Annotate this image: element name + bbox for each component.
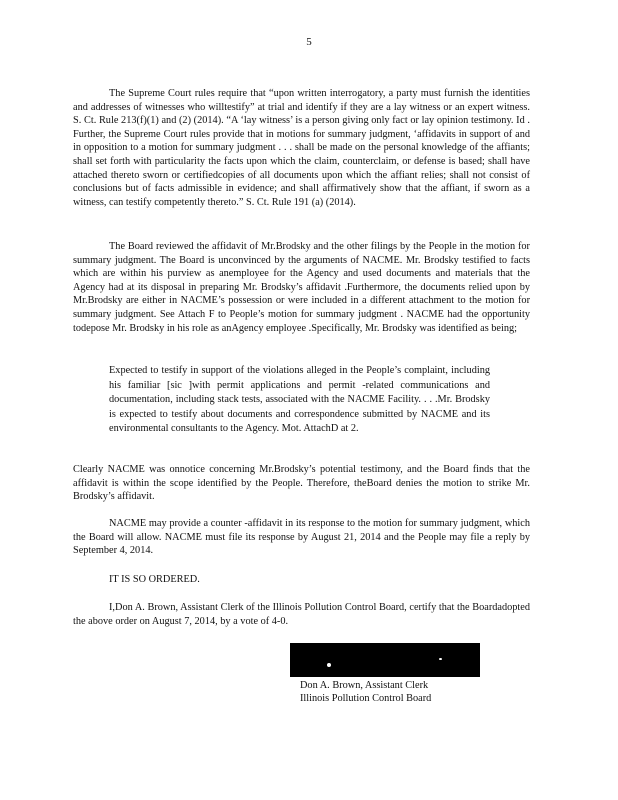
block-quote: Expected to testify in support of the violations alleged in the People’s complaint, including his familiar [sic ]with permit applications and permit -related communications and documentation, including stack tests, associated with the NACME Facility. . . .Mr. Brodsky is expected to testify about documents and correspondence submitted by NACME and its environmental consultants to the Agency. Mot. AttachD at 2. xyxy=(109,365,490,435)
redacted-signature xyxy=(290,643,480,677)
paragraph-supreme-court-rules: The Supreme Court rules require that “upon written interrogatory, a party must furnish the identities and addresses of witnesses who willtestify” at trial and identify if they are a lay witness or an expert witness. S. Ct. Rule 213(f)(1) and (2) (2014). “A ‘lay witness’ is a person giving only fact or lay opinion testimony. Id . Further, the Supreme Court rules provide that in motions for summary judgment, ‘affidavits in support of and in opposition to a motion for summary judgment . . . shall be made on the personal knowledge of the affiants; shall set forth with particularity the facts upon which the claim, counterclaim, or defense is based; shall have attached thereto sworn or certifiedcopies of all documents upon which the affiant relies; shall not consist of conclusions but of facts admissible in evidence; and shall affirmatively show that the affiant, if sworn as a witness, can testify competently thereto.” S. Ct. Rule 191 (a) (2014). xyxy=(73,88,530,208)
order-statement: IT IS SO ORDERED. xyxy=(109,574,200,585)
signature-mark xyxy=(327,663,331,667)
certification-paragraph: I,Don A. Brown, Assistant Clerk of the Illinois Pollution Control Board, certify that the Boardadopted the above order on August 7, 2014, by a vote of 4-0. xyxy=(73,602,530,627)
paragraph-counter-affidavit: NACME may provide a counter -affidavit in its response to the motion for summary judgment, which the Board will allow. NACME must file its response by August 21, 2014 and the People may file a reply by September 4, 2014. xyxy=(73,518,530,557)
signer-organization: Illinois Pollution Control Board xyxy=(300,693,432,704)
paragraph-clearly-nacme: Clearly NACME was onnotice concerning Mr.Brodsky’s potential testimony, and the Board finds that the affidavit is within the scope identified by the People. Therefore, theBoard denies the motion to strike Mr. Brodsky’s affidavit. xyxy=(73,464,530,503)
paragraph-board-reviewed: The Board reviewed the affidavit of Mr.Brodsky and the other filings by the People in the motion for summary judgment. The Board is unconvinced by the arguments of NACME. Mr. Brodsky testified to facts which are within his purview as anemployee for the Agency and used documents and materials that the Agency had at its disposal in preparing Mr. Brodsky’s affidavit .Furthermore, the documents relied upon by Mr.Brodsky are either in NACME’s possession or were included in a different attachment to the motion for summary judgment. See Attach F to People’s motion for summary judgment . NACME had the opportunity todepose Mr. Brodsky in his role as anAgency employee .Specifically, Mr. Brodsky was identified as being; xyxy=(73,241,530,334)
page-number: 5 xyxy=(306,36,312,48)
signature-caption xyxy=(300,679,431,705)
signer-name: Don A. Brown, Assistant Clerk xyxy=(300,680,429,691)
signature-mark xyxy=(439,658,442,660)
